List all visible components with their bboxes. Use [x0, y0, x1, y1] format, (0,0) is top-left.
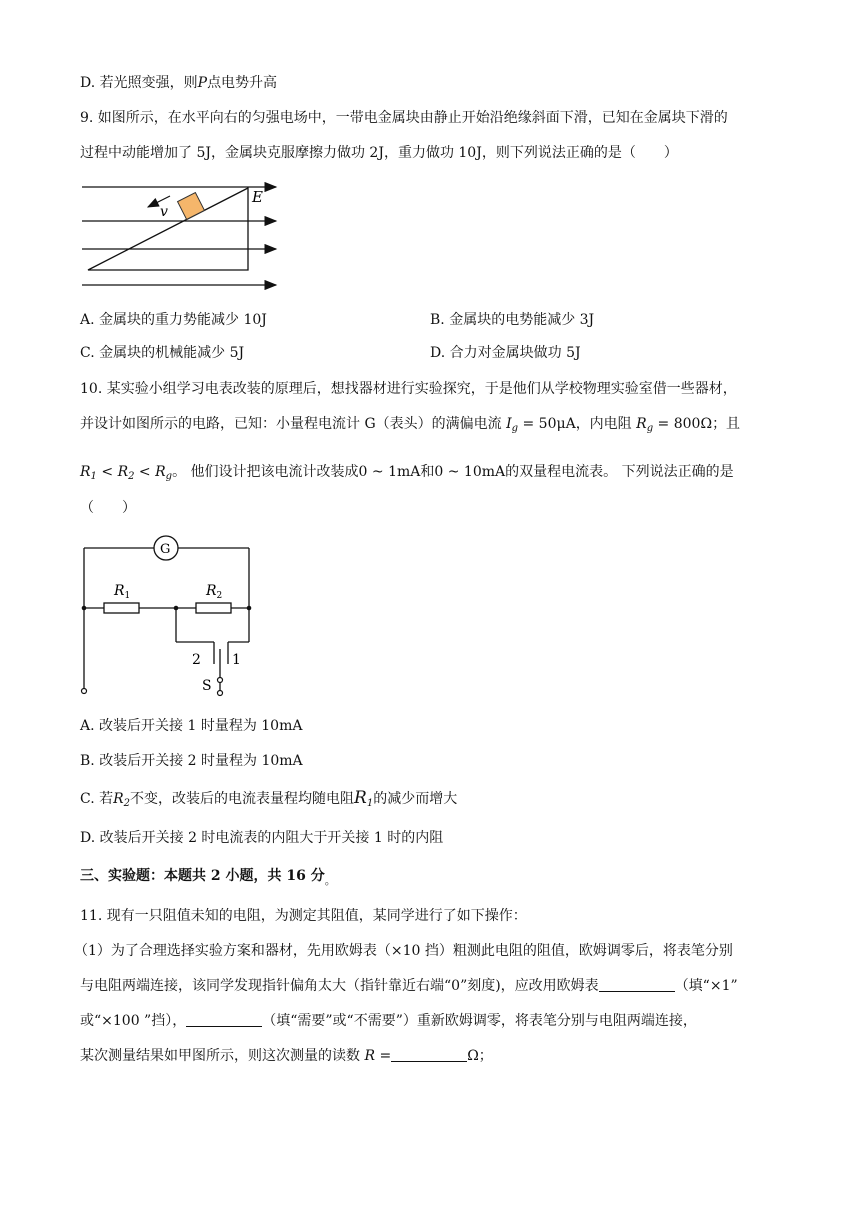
q11-line5: 某次测量结果如甲图所示，则这次测量的读数 R = Ω；: [80, 1048, 493, 1064]
blank-2[interactable]: [186, 1012, 262, 1027]
q9-option-c: C. 金属块的机械能减少 5J: [80, 345, 245, 361]
q11-line1: 11. 现有一只阻值未知的电阻，为测定其阻值，某同学进行了如下操作：: [80, 908, 527, 924]
metal-block: [178, 193, 205, 220]
range1: 0 ~ 1mA: [358, 464, 421, 480]
q9-figure: [78, 178, 283, 296]
svg-text:R2: $R_2$: [206, 583, 223, 601]
blank-3[interactable]: [391, 1047, 467, 1062]
q9-line1: 9. 如图所示，在水平向右的匀强电场中，一带电金属块由静止开始沿绝缘斜面下滑，已知在金属块下滑的: [80, 110, 728, 126]
q8d-tail: 点电势升高: [207, 75, 278, 91]
q10-line2-c: ；且: [712, 416, 741, 432]
q9-option-b: B. 金属块的电势能减少 3J: [430, 312, 595, 328]
q10-option-a: A. 改装后开关接 1 时量程为 10mA: [80, 718, 303, 734]
q11-line3: 与电阻两端连接，该同学发现指针偏角太大（指针靠近右端“0”刻度)，应改用欧姆表 （填“×1”: [80, 978, 738, 994]
q10-line1: 10. 某实验小组学习电表改装的原理后，想找器材进行实验探究，于是他们从学校物理实验室借一些器材，: [80, 381, 737, 397]
q10-circuit: [74, 532, 264, 704]
inequality-expr: $R_1 < R_2 < R_g$: [80, 464, 173, 482]
q10-line3-b: 和: [420, 464, 435, 480]
q10-line3-a: 。 他们设计把该电流计改装成: [172, 464, 359, 480]
q10-option-c: C. 若$R_2$不变，改装后的电流表量程均随电阻$R_1$的减少而增大: [80, 788, 458, 809]
section-3-heading: 三、实验题：本题共 2 小题，共 16 分$_。$: [80, 868, 336, 887]
q10-line4: （ ）: [80, 500, 136, 516]
q11-line4: 或“×100 ”挡）， （填“需要”或“不需要”）重新欧姆调零，将表笔分别与电阻两端连接，: [80, 1013, 697, 1029]
resistor-r1: [104, 603, 139, 613]
svg-text:2: 2: [192, 652, 201, 668]
svg-text:G: G: [160, 542, 171, 557]
q8d-var: P: [197, 75, 208, 91]
incline: [88, 188, 248, 270]
q10-line2: [80, 414, 740, 439]
q10-option-d: D. 改装后开关接 2 时电流表的内阻大于开关接 1 时的内阻: [80, 830, 444, 846]
svg-text:S: S: [202, 678, 212, 694]
svg-text:R1: $R_1$: [114, 583, 131, 601]
q10-line3-c: 的双量程电流表。 下列说法正确的是: [505, 464, 734, 480]
label-v: v: [160, 204, 168, 220]
label-E: E: [252, 188, 263, 206]
rg-expr: $R_g = 800\Omega$: [636, 416, 713, 434]
q10-line2-b: ，内电阻: [575, 416, 632, 432]
q9-option-d: D. 合力对金属块做功 5J: [430, 345, 581, 361]
q11-line2: （1）为了合理选择实验方案和器材，先用欧姆表（×10 挡）粗测此电阻的阻值，欧姆调零后，将表笔分别: [74, 943, 733, 959]
svg-text:1: 1: [232, 652, 241, 668]
ig-expr: $I_g = 50\mu A$: [506, 416, 576, 434]
q9-line2: 过程中动能增加了 5J，金属块克服摩擦力做功 2J，重力做功 10J，则下列说法正确的是（ ）: [80, 145, 678, 161]
resistor-r2: [196, 603, 231, 613]
q8d-text: D. 若光照变强，则: [80, 75, 198, 91]
range2: 0 ~ 10mA: [434, 464, 506, 480]
blank-1[interactable]: [599, 977, 675, 992]
q10-option-b: B. 改装后开关接 2 时量程为 10mA: [80, 753, 303, 769]
q8-option-d: [80, 73, 277, 93]
q9-option-a: A. 金属块的重力势能减少 10J: [80, 312, 267, 328]
q10-line3: [80, 462, 734, 487]
q10-line2-a: 并设计如图所示的电路，已知：小量程电流计 G（表头）的满偏电流: [80, 416, 502, 432]
